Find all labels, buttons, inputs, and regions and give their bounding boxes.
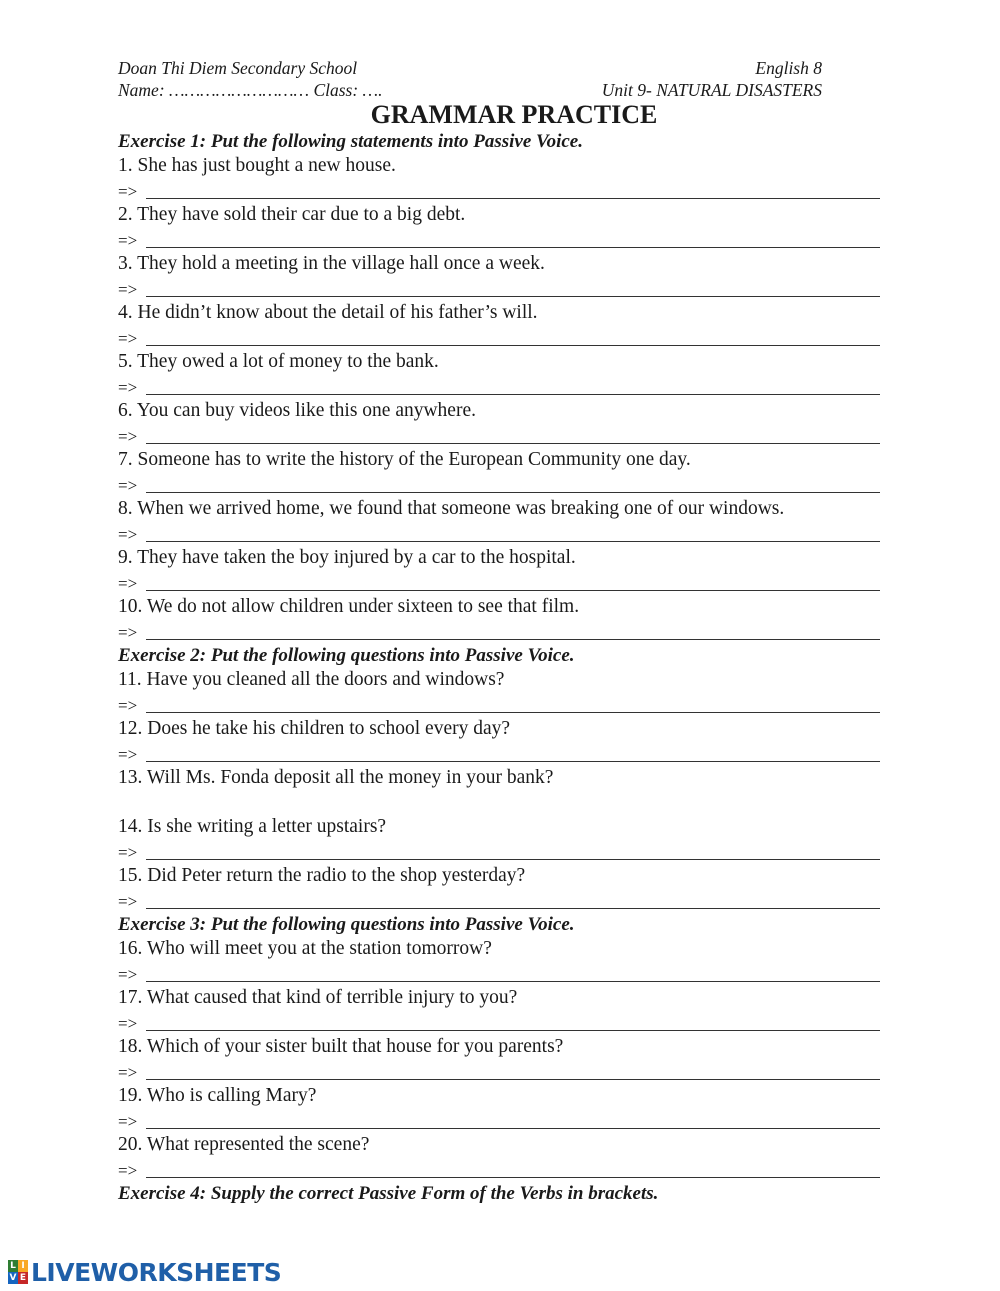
answer-line[interactable] [146,1059,880,1080]
liveworksheets-logo[interactable] [8,1257,281,1287]
question-10: 10. We do not allow children under sixteen to see that film. [118,596,580,617]
exercise-heading: Exercise 4: Supply the correct Passive Form of the Verbs in brackets. [118,1183,659,1204]
answer-line[interactable] [146,472,880,493]
question-1: 1. She has just bought a new house. [118,155,396,176]
question-6: 6. You can buy videos like this one anywhere. [118,400,476,421]
answer-row [118,424,880,449]
answer-prefix: => [118,524,138,544]
answer-line[interactable] [146,178,880,199]
question-8: 8. When we arrived home, we found that someone was breaking one of our windows. [118,498,785,519]
answer-row [118,277,880,302]
question-4: 4. He didn’t know about the detail of his father’s will. [118,302,538,323]
answer-prefix: => [118,279,138,299]
answer-row [118,571,880,596]
answer-prefix: => [118,426,138,446]
answer-row [118,179,880,204]
worksheet [118,58,880,1206]
answer-row [118,522,880,547]
answer-line[interactable] [146,839,880,860]
question-14: 14. Is she writing a letter upstairs? [118,816,387,837]
question-12: 12. Does he take his children to school every day? [118,718,511,739]
school-name: Doan Thi Diem Secondary School [118,58,358,78]
answer-line[interactable] [146,961,880,982]
answer-line[interactable] [146,692,880,713]
answer-prefix: => [118,181,138,201]
logo-text: LIVEWORKSHEETS [31,1257,282,1287]
exercise-heading: Exercise 1: Put the following statements into Passive Voice. [118,131,583,152]
question-7: 7. Someone has to write the history of the European Community one day. [118,449,691,470]
answer-row [118,326,880,351]
answer-prefix: => [118,622,138,642]
answer-line[interactable] [146,570,880,591]
answer-prefix: => [118,842,138,862]
answer-line[interactable] [146,1108,880,1129]
answer-line[interactable] [146,888,880,909]
answer-line[interactable] [146,276,880,297]
answer-prefix: => [118,230,138,250]
answer-row [118,620,880,645]
exercise-heading: Exercise 3: Put the following questions into Passive Voice. [118,914,575,935]
answer-prefix: => [118,573,138,593]
answer-prefix: => [118,744,138,764]
answer-line[interactable] [146,1157,880,1178]
answer-prefix: => [118,475,138,495]
question-16: 16. Who will meet you at the station tomorrow? [118,938,492,959]
question-5: 5. They owed a lot of money to the bank. [118,351,439,372]
answer-line[interactable] [146,227,880,248]
answer-prefix: => [118,1111,138,1131]
question-15: 15. Did Peter return the radio to the shop yesterday? [118,865,526,886]
answer-line[interactable] [146,619,880,640]
answer-row [118,1011,880,1036]
answer-line[interactable] [146,521,880,542]
subject: English 8 [755,58,822,78]
answer-line[interactable] [146,325,880,346]
question-11: 11. Have you cleaned all the doors and windows? [118,669,505,690]
answer-row [118,375,880,400]
question-20: 20. What represented the scene? [118,1134,370,1155]
answer-line[interactable] [146,741,880,762]
answer-row [118,962,880,987]
header-row-2 [118,80,880,102]
answer-row [118,1060,880,1085]
name-class-line: Name: ……………………… Class: …. [118,80,383,100]
answer-prefix: => [118,328,138,348]
answer-row [118,1158,880,1183]
answer-row [118,228,880,253]
answer-prefix: => [118,1160,138,1180]
answer-line[interactable] [146,374,880,395]
answer-row [118,742,880,767]
answer-prefix: => [118,1062,138,1082]
question-18: 18. Which of your sister built that house for you parents? [118,1036,564,1057]
answer-prefix: => [118,964,138,984]
blank-gap [118,791,880,816]
answer-prefix: => [118,377,138,397]
answer-row [118,693,880,718]
question-17: 17. What caused that kind of terrible injury to you? [118,987,518,1008]
logo-mark-icon: L I V E [9,1261,27,1283]
question-13: 13. Will Ms. Fonda deposit all the money in your bank? [118,767,554,788]
question-3: 3. They hold a meeting in the village hall once a week. [118,253,545,274]
answer-row [118,840,880,865]
page-title: GRAMMAR PRACTICE [370,100,658,129]
answer-prefix: => [118,695,138,715]
question-19: 19. Who is calling Mary? [118,1085,317,1106]
answer-row [118,473,880,498]
answer-prefix: => [118,1013,138,1033]
unit-title: Unit 9- NATURAL DISASTERS [601,80,822,100]
question-9: 9. They have taken the boy injured by a car to the hospital. [118,547,576,568]
exercise-heading: Exercise 2: Put the following questions into Passive Voice. [118,645,575,666]
question-2: 2. They have sold their car due to a big debt. [118,204,466,225]
answer-line[interactable] [146,423,880,444]
answer-row [118,889,880,914]
answer-prefix: => [118,891,138,911]
answer-line[interactable] [146,1010,880,1031]
answer-row [118,1109,880,1134]
header-row-1 [118,58,880,80]
